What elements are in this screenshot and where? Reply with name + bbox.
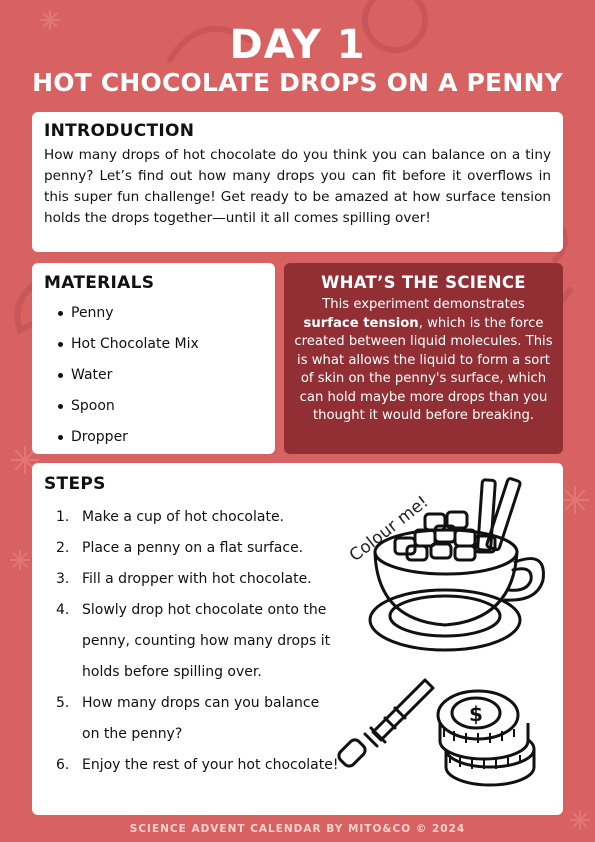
materials-item: Penny bbox=[44, 298, 263, 329]
hot-chocolate-mug-illustration bbox=[335, 470, 550, 660]
science-box bbox=[284, 263, 563, 454]
introduction-text: How many drops of hot chocolate do you think you can balance on a tiny penny? Let’s find out how many drops you can fit before it overflows in this super fun challenge! Get ready to be amazed at how surface tension holds the drops together—until it all comes spilling over! bbox=[44, 147, 551, 226]
dropper-illustration bbox=[325, 670, 440, 785]
step-text: Slowly drop hot chocolate onto the penny, counting how many drops it holds before spilling over. bbox=[82, 602, 331, 680]
materials-item: Water bbox=[44, 360, 263, 391]
materials-item: Dropper bbox=[44, 422, 263, 453]
science-text-part: , which is the force created between liquid molecules. This is what allows the liquid to form a sort of skin on the penny's surface, which can hold maybe more drops than you thought it would before breaking. bbox=[294, 315, 553, 423]
coin-stack-illustration bbox=[428, 683, 543, 793]
step-text: Fill a dropper with hot chocolate. bbox=[82, 571, 312, 587]
materials-card bbox=[32, 263, 275, 454]
materials-item: Hot Chocolate Mix bbox=[44, 329, 263, 360]
step-number: 2. bbox=[56, 540, 70, 556]
science-term: surface tension bbox=[303, 315, 419, 331]
step-text: Place a penny on a flat surface. bbox=[82, 540, 304, 556]
footer-credit: SCIENCE ADVENT CALENDAR BY MITO&CO © 2024 bbox=[129, 823, 466, 835]
steps-heading: STEPS bbox=[44, 474, 106, 494]
materials-heading: MATERIALS bbox=[44, 273, 155, 293]
step-number: 6. bbox=[56, 757, 70, 773]
day-title: DAY 1 bbox=[229, 22, 366, 68]
step-text: Make a cup of hot chocolate. bbox=[82, 509, 285, 525]
introduction-card bbox=[32, 112, 563, 252]
step-number: 4. bbox=[56, 602, 70, 618]
materials-list bbox=[44, 298, 263, 453]
materials-item: Spoon bbox=[44, 391, 263, 422]
colour-me-caption: Colour me! bbox=[345, 492, 433, 566]
dollar-icon: $ bbox=[469, 702, 483, 726]
science-text bbox=[294, 296, 553, 426]
page-title: HOT CHOCOLATE DROPS ON A PENNY bbox=[32, 68, 563, 97]
step-number: 5. bbox=[56, 695, 70, 711]
science-text-part: This experiment demonstrates bbox=[322, 297, 525, 312]
science-heading: WHAT’S THE SCIENCE bbox=[321, 273, 526, 292]
introduction-heading: INTRODUCTION bbox=[44, 121, 195, 141]
step-number: 1. bbox=[56, 509, 70, 525]
step-number: 3. bbox=[56, 571, 70, 587]
step-text: Enjoy the rest of your hot chocolate! bbox=[82, 757, 339, 773]
step-text: How many drops can you balance on the penny? bbox=[82, 695, 320, 742]
